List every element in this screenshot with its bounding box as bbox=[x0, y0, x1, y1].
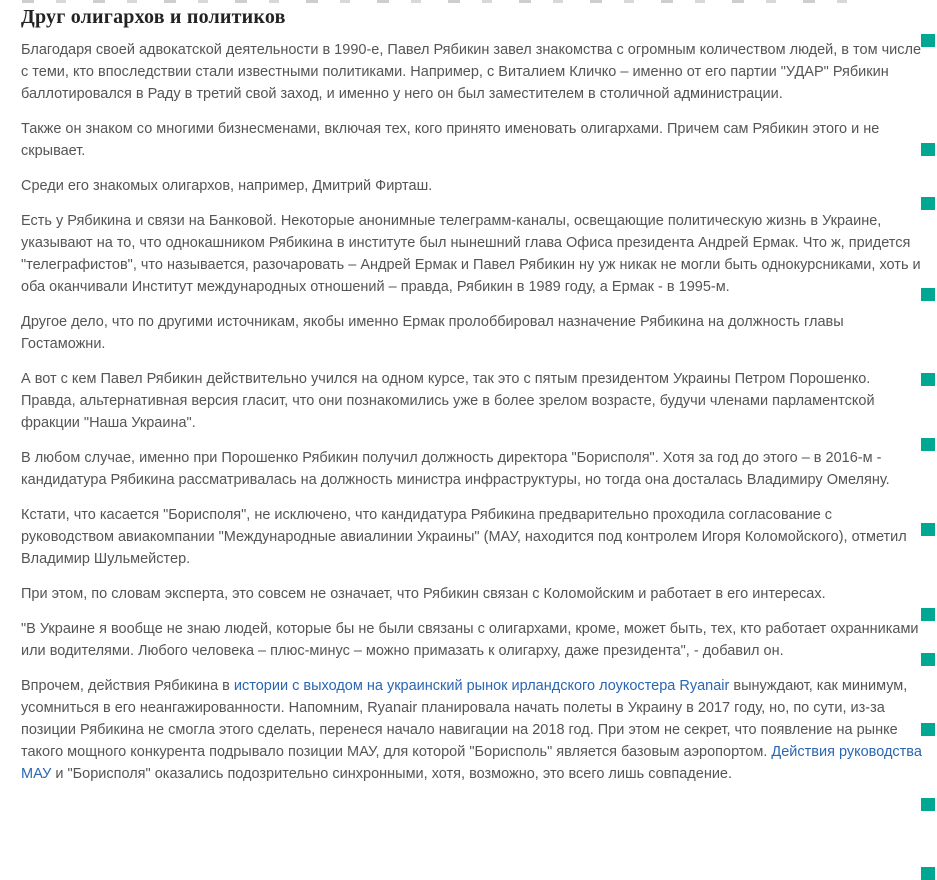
paragraph-text: Кстати, что касается "Борисполя", не исключено, что кандидатура Рябикина предварительно проходила согласование с руководством авиакомпании "Международные авиалинии Украины" (МАУ, находится под контролем Игоря Коломойского), отметил Владимир Шульмейстер. bbox=[21, 507, 907, 567]
paragraph-text: Есть у Рябикина и связи на Банковой. Некоторые анонимные телеграмм-каналы, освещающие политическую жизнь в Украине, указывают на то, что однокашником Рябикина в институте был нынешний глава Офиса президента Андрей Ермак. Что ж, придется "телеграфистов", что называется, разочаровать – Андрей Ермак и Павел Рябикин ну уж никак не могли быть однокурсниками, хоть и оба оканчивали Институт международных отношений – правда, Рябикин в 1989 году, а Ермак - в 1995-м. bbox=[21, 213, 921, 295]
article-paragraph bbox=[21, 311, 922, 355]
paragraph-marker[interactable] bbox=[921, 197, 935, 210]
paragraph-list bbox=[21, 39, 922, 785]
paragraph-text: Впрочем, действия Рябикина в bbox=[21, 678, 234, 694]
article-paragraph bbox=[21, 210, 922, 298]
paragraph-text: Благодаря своей адвокатской деятельности в 1990-е, Павел Рябикин завел знакомства с огромным количеством людей, в том числе с теми, кто впоследствии стали известными политиками. Например, с Виталием Кличко – именно от его партии "УДАР" Рябикин баллотировался в Раду в третий свой заход, и именно у него он был заместителем в столичной администрации. bbox=[21, 42, 922, 102]
article-paragraph bbox=[21, 39, 922, 105]
paragraph-text: вынуждают, как минимум, усомниться в его неангажированности. Напомним, Ryanair планировала начать полеты в Украину в 2017 году, но, по сути, из-за позиции Рябикина не смогла этого сделать, перенеся начало навигации на 2018 год. При этом не секрет, что появление на рынке такого мощного конкурента подрывало позиции МАУ, для которой "Борисполь" является базовым аэропортом. bbox=[21, 678, 908, 760]
paragraph-text: и "Борисполя" оказались подозрительно синхронными, хотя, возможно, это всего лишь совпадение. bbox=[51, 766, 733, 782]
paragraph-marker[interactable] bbox=[921, 373, 935, 386]
paragraph-text: "В Украине я вообще не знаю людей, которые бы не были связаны с олигархами, кроме, может быть, тех, кто работает охранниками или водителями. Любого человека – плюс-минус – можно примазать к олигарху, даже президента", - добавил он. bbox=[21, 621, 919, 659]
paragraph-marker[interactable] bbox=[921, 523, 935, 536]
paragraph-marker[interactable] bbox=[921, 608, 935, 621]
inline-link[interactable]: Действия руководства МАУ bbox=[21, 744, 922, 782]
paragraph-text: Другое дело, что по другими источникам, якобы именно Ермак пролоббировал назначение Рябикина на должность главы Гостаможни. bbox=[21, 314, 844, 352]
article-paragraph bbox=[21, 675, 922, 785]
paragraph-text: Также он знаком со многими бизнесменами, включая тех, кого принято именовать олигархами. Причем сам Рябикин этого и не скрывает. bbox=[21, 121, 880, 159]
article-body bbox=[21, 4, 922, 798]
paragraph-marker[interactable] bbox=[921, 438, 935, 451]
article-title: Друг олигархов и политиков bbox=[21, 6, 286, 28]
article-paragraph bbox=[21, 447, 922, 491]
paragraph-marker[interactable] bbox=[921, 723, 935, 736]
paragraph-marker[interactable] bbox=[921, 798, 935, 811]
paragraph-text: А вот с кем Павел Рябикин действительно учился на одном курсе, так это с пятым президентом Украины Петром Порошенко. Правда, альтернативная версия гласит, что они познакомились уже в более зрелом возрасте, будучи членами парламентской фракции "Наша Украина". bbox=[21, 371, 875, 431]
inline-link[interactable]: истории с выходом на украинский рынок ирландского лоукостера Ryanair bbox=[233, 678, 730, 694]
article-paragraph bbox=[21, 368, 922, 434]
paragraph-marker[interactable] bbox=[921, 288, 935, 301]
paragraph-text: Среди его знакомых олигархов, например, Дмитрий Фирташ. bbox=[21, 178, 433, 194]
paragraph-marker[interactable] bbox=[921, 867, 935, 880]
cut-off-text-remnant bbox=[22, 0, 862, 3]
paragraph-marker[interactable] bbox=[921, 34, 935, 47]
article-paragraph bbox=[21, 118, 922, 162]
paragraph-marker[interactable] bbox=[921, 143, 935, 156]
paragraph-marker[interactable] bbox=[921, 653, 935, 666]
paragraph-text: При этом, по словам эксперта, это совсем не означает, что Рябикин связан с Коломойским и работает в его интересах. bbox=[21, 586, 826, 602]
article-paragraph bbox=[21, 175, 922, 197]
paragraph-text: В любом случае, именно при Порошенко Рябикин получил должность директора "Борисполя". Хотя за год до этого – в 2016-м - кандидатура Рябикина рассматривалась на должность министра инфраструктуры, но тогда она досталась Владимиру Омеляну. bbox=[21, 450, 890, 488]
article-paragraph bbox=[21, 618, 922, 662]
article-paragraph bbox=[21, 583, 922, 605]
article-paragraph bbox=[21, 504, 922, 570]
